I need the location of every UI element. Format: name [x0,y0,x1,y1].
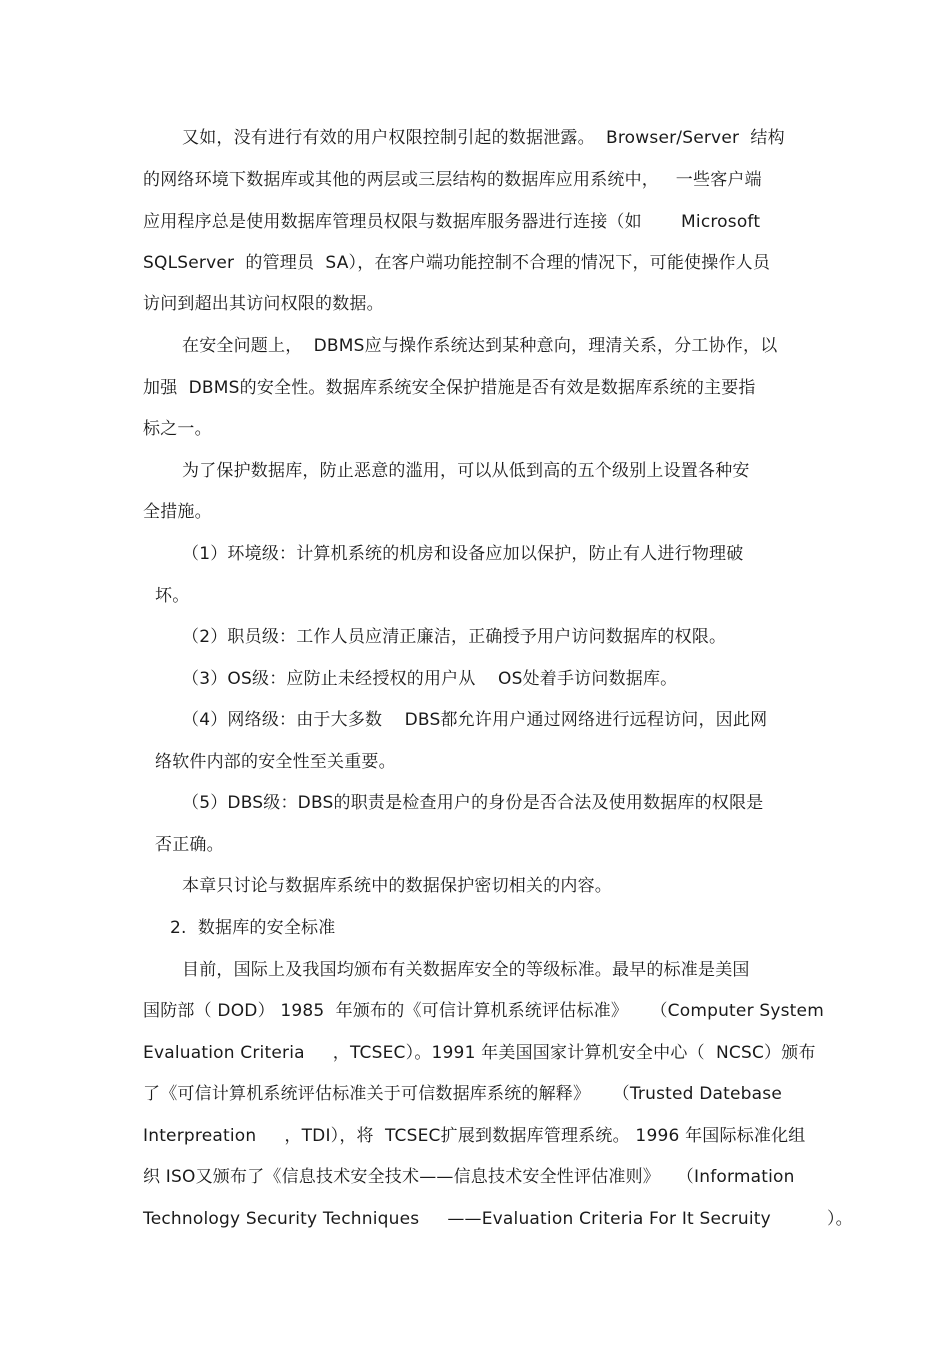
list-item-line: 坏。 [155,586,190,606]
paragraph-line: SQLServer 的管理员 SA），在客户端功能控制不合理的情况下，可能使操作人员 [143,253,771,273]
paragraph-line: 加强 DBMS的安全性。数据库系统安全保护措施是否有效是数据库系统的主要指 [143,378,756,398]
paragraph-line: 访问到超出其访问权限的数据。 [143,294,384,314]
list-item-line: （4）网络级：由于大多数 DBS都允许用户通过网络进行远程访问，因此网 [182,710,768,730]
paragraph-line: 织 ISO又颁布了《信息技术安全技术——信息技术安全性评估准则》 （Information [143,1167,795,1187]
paragraph-line: 标之一。 [143,419,212,439]
paragraph-line: 又如，没有进行有效的用户权限控制引起的数据泄露。 Browser/Server 结构 [182,128,785,148]
paragraph-line: 全措施。 [143,502,212,522]
paragraph-line: Interpreation ，TDI），将 TCSEC扩展到数据库管理系统。 1996 年国际标准化组 [143,1126,806,1146]
paragraph-line: 应用程序总是使用数据库管理员权限与数据库服务器进行连接（如 Microsoft [143,212,761,232]
section-heading: 2. 数据库的安全标准 [170,918,336,938]
list-item-line: 络软件内部的安全性至关重要。 [155,752,396,772]
paragraph-line: 的网络环境下数据库或其他的两层或三层结构的数据库应用系统中， 一些客户端 [143,170,762,190]
paragraph-line: 国防部（ DOD） 1985 年颁布的《可信计算机系统评估标准》 （Computer System [143,1001,824,1021]
paragraph-line: 在安全问题上， DBMS应与操作系统达到某种意向，理清关系，分工协作，以 [182,336,778,356]
paragraph-line: 本章只讨论与数据库系统中的数据保护密切相关的内容。 [182,876,612,896]
paragraph-line: 了《可信计算机系统评估标准关于可信数据库系统的解释》 （Trusted Datebase [143,1084,782,1104]
list-item-line: （3）OS级：应防止未经授权的用户从 OS处着手访问数据库。 [182,669,678,689]
list-item-line: （2）职员级：工作人员应清正廉洁，正确授予用户访问数据库的权限。 [182,627,727,647]
list-item-line: （5）DBS级：DBS的职责是检查用户的身份是否合法及使用数据库的权限是 [182,793,764,813]
paragraph-line: 目前，国际上及我国均颁布有关数据库安全的等级标准。最早的标准是美国 [182,960,750,980]
list-item-line: （1）环境级：计算机系统的机房和设备应加以保护，防止有人进行物理破 [182,544,744,564]
paragraph-line: Evaluation Criteria ，TCSEC）。1991 年美国国家计算机安全中心（ NCSC）颁布 [143,1043,816,1063]
paragraph-line: Technology Security Techniques ——Evaluation Criteria For It Secruity ）。 [143,1209,853,1229]
paragraph-line: 为了保护数据库，防止恶意的滥用，可以从低到高的五个级别上设置各种安 [182,461,750,481]
list-item-line: 否正确。 [155,835,224,855]
